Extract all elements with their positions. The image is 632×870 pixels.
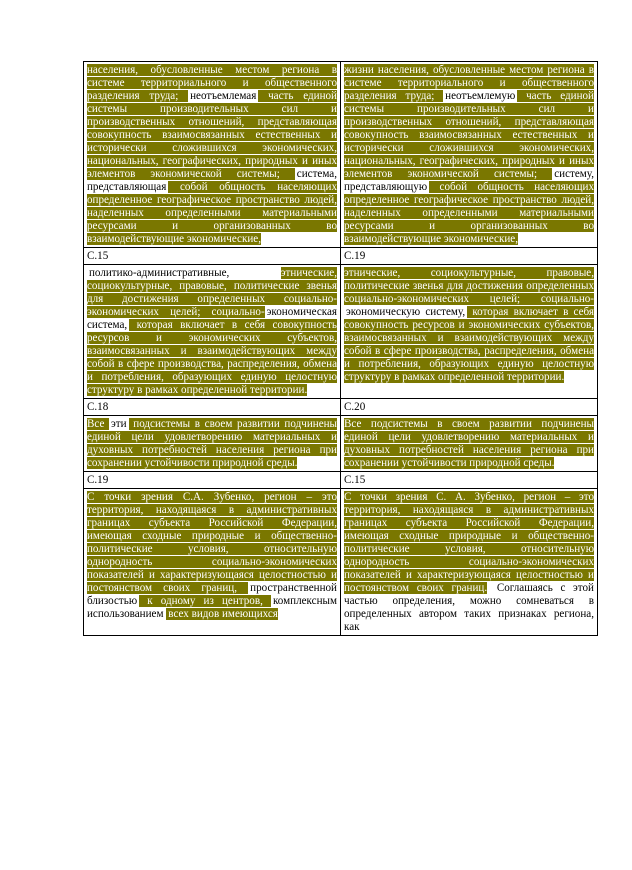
differing-text: систему, представляющую [344,168,594,193]
text-cell-right [341,416,598,472]
page-ref-right: С.20 [341,399,598,416]
highlighted-text: представляющая совокупность взаимосвязанных естественных и исторически сложившихся экономических, национальных, географических, природных и иных элементов экономической системы; [87,116,337,180]
text-cell-left [84,489,341,636]
highlighted-text: которая включает в себя совокупность ресурсов и экономических субъектов, взаимосвязанных и взаимодействующих между собой в сфере производства, распределения, обмена и потребления, образующих единую целостную структуру в рамках определенной территории. [87,319,337,396]
highlighted-text: Все подсистемы в своем развитии подчинены единой цели удовлетворению материальных и духовных потребностей населения региона при сохранении устойчивости природной среды. [344,418,594,469]
text-cell-right [341,489,598,636]
highlighted-text: подсистемы в своем развитии подчинены единой цели удовлетворению материальных и духовных потребностей населения региона при сохранении устойчивости природной среды. [87,418,338,469]
text-cell-left [84,416,341,472]
differing-text: неотъемлемую [445,90,516,102]
comparison-table [83,61,598,636]
highlighted-text: которая включает в себя совокупность ресурсов и экономических субъектов, взаимосвязанных и взаимодействующих между собой в сфере производства, распределения, обмена и потребления, образующих единую целостную структуру в рамках определенной территории. [344,306,595,383]
differing-text: Соглашаясь с этой частью определения, можно сомневаться в определенных автором таких признаках региона, как [344,582,594,633]
highlighted-text: С точки зрения С. А. Зубенко, регион – это территория, находящаяся в административных границах субъекта Российской Федерации, имеющая сходные природные и общественно-политические условия, относительную однородность социально-экономических показателей и характеризующаяся целостностью и постоянством своих границ. [344,491,594,594]
text-cell-left [84,265,341,399]
page-ref-left: С.19 [84,472,341,489]
highlighted-text: часть единой системы производительных сил и производственных отношений, [87,90,337,128]
text-row [84,265,598,399]
highlighted-text: Все [87,418,110,430]
page-ref-left: С.15 [84,248,341,265]
highlighted-text: часть единой системы производительных сил и производственных отношений, [344,90,594,128]
text-cell-left [84,62,341,248]
differing-text: система, представляющая [87,168,337,193]
page-ref-right: С.19 [341,248,598,265]
differing-text: политико-административные, [89,267,279,279]
page-ref-row [84,399,598,416]
differing-text: неотъемлемая [190,90,257,102]
differing-text: пространственной близостью [87,582,337,607]
highlighted-text: всех видов имеющихся [165,608,278,620]
highlighted-text: к одному из центров, [139,595,271,607]
highlighted-text: определенных социально-экономических целей; социально- [87,293,337,318]
text-cell-right [341,265,598,399]
differing-text: эти [111,418,127,430]
page-ref-right: С.15 [341,472,598,489]
highlighted-text: этнические, социокультурные, правовые, политические звенья для достижения определенных социально-экономических целей; социально- [344,267,594,305]
text-row [84,62,598,248]
highlighted-text: С точки зрения С.А. Зубенко, регион – это территория, находящаяся в административных границах субъекта Российской Федерации, имеющая сходные природные и общественно-политические условия, относительную однородность социально-экономических показателей и характеризующаяся целостностью и постоянством своих границ, [87,491,337,594]
text-row [84,416,598,472]
highlighted-text: собой общность населяющих определенное географическое пространство людей, наделенных определенными материальными ресурсами и организованных во взаимодействующие экономические, [87,181,337,245]
highlighted-text: жизни населения, обусловленные местом региона в системе территориального и общественного разделения труда; [344,64,594,102]
highlighted-text: представляющая совокупность взаимосвязанных естественных и исторически сложившихся экономических, национальных, географических, природных и иных элементов экономической системы; [344,116,594,180]
highlighted-text: этнические, социокультурные, правовые, политические звенья для достижения [87,267,337,305]
highlighted-text: населения, обусловленные местом региона в системе территориального и общественного разделения труда; [87,64,337,102]
page-ref-row [84,472,598,489]
page-ref-left: С.18 [84,399,341,416]
page-ref-row [84,248,598,265]
differing-text: комплексным использованием [87,595,337,620]
highlighted-text: собой общность населяющих определенное географическое пространство людей, наделенных определенными материальными ресурсами и организованных во взаимодействующие экономические, [344,181,594,245]
differing-text: экономическая система, [87,306,337,331]
differing-text: экономическую систему, [346,306,466,318]
text-cell-right [341,62,598,248]
text-row [84,489,598,636]
